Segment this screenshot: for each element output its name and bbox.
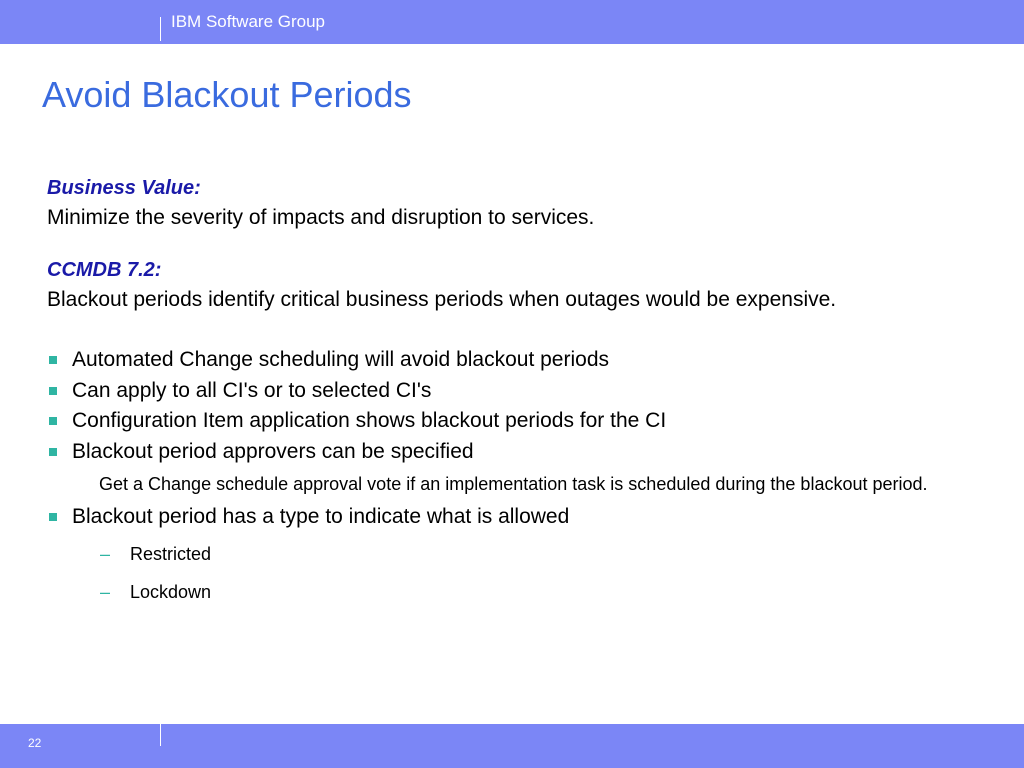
- square-bullet-icon: [49, 513, 57, 521]
- footer-divider: [160, 724, 161, 746]
- bullet-text: Automated Change scheduling will avoid blackout periods: [72, 348, 609, 371]
- square-bullet-icon: [49, 356, 57, 364]
- square-bullet-icon: [49, 448, 57, 456]
- feature-bullet-list: [47, 345, 977, 467]
- slide-title: Avoid Blackout Periods: [42, 74, 412, 115]
- square-bullet-icon: [49, 417, 57, 425]
- bullet-item: [47, 502, 977, 533]
- blackout-type-list: [47, 535, 977, 611]
- business-value-heading: Business Value:: [47, 177, 201, 199]
- bullet-text: Blackout period approvers can be specified: [72, 439, 474, 463]
- bullet-text: Can apply to all CI's or to selected CI's: [72, 378, 432, 402]
- bullet-item: [47, 437, 977, 468]
- ccmdb-heading: CCMDB 7.2:: [47, 259, 162, 281]
- feature-bullet-list: [47, 502, 977, 533]
- footer-bar: [0, 724, 1024, 768]
- bullet-item: [47, 406, 977, 437]
- spacer: [47, 233, 977, 255]
- dash-bullet-icon: –: [100, 543, 111, 564]
- type-item: [47, 573, 977, 611]
- header-bar: [0, 0, 1024, 44]
- page-number: 22: [28, 736, 42, 750]
- bullet-text: Configuration Item application shows blackout periods for the CI: [72, 409, 667, 432]
- type-text: Lockdown: [130, 581, 212, 602]
- type-text: Restricted: [130, 543, 212, 564]
- spacer: [47, 315, 977, 345]
- bullet-item: [47, 345, 977, 376]
- header-title: IBM Software Group: [171, 12, 326, 31]
- bullet-text: Blackout period has a type to indicate what is allowed: [72, 505, 570, 528]
- dash-bullet-icon: –: [100, 581, 111, 602]
- type-item: [47, 535, 977, 573]
- business-value-text: Minimize the severity of impacts and disruption to services.: [47, 206, 595, 229]
- bullet-item: [47, 376, 977, 407]
- square-bullet-icon: [49, 387, 57, 395]
- header-divider: [160, 17, 161, 41]
- ccmdb-text: Blackout periods identify critical business periods when outages would be expensive.: [47, 288, 837, 311]
- approver-note: Get a Change schedule approval vote if an implementation task is scheduled during the blackout period.: [99, 474, 928, 494]
- slide-content: [47, 173, 977, 611]
